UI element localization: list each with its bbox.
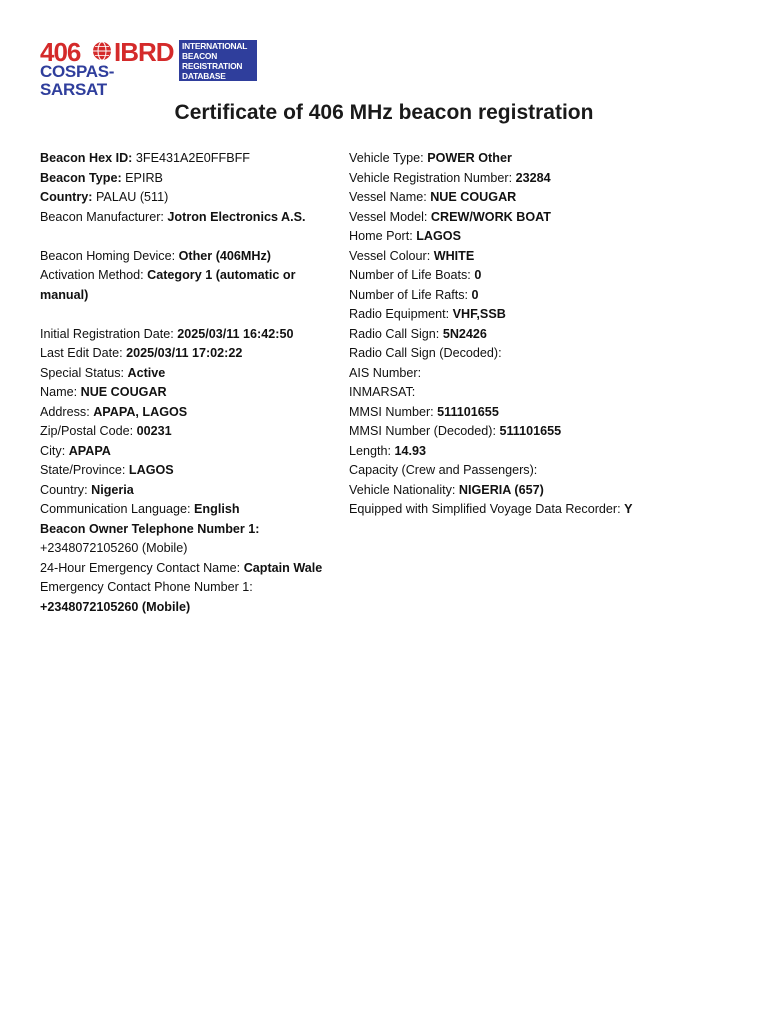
city-row [40,442,340,462]
vehicle-nationality-row [349,481,749,501]
field-value: 3FE431A2E0FFBFF [135,151,250,165]
field-value: 00231 [136,424,172,438]
field-value: 0 [474,268,482,282]
field-value: +2348072105260 (Mobile) [40,541,188,555]
field-value: NUE COUGAR [430,190,517,204]
owner-phone-value-row [40,539,340,559]
field-label: Vessel Colour: [349,248,431,263]
globe-icon [92,41,112,61]
field-value: Y [624,502,633,516]
postal-code-row [40,422,340,442]
logo-box-line: REGISTRATION [182,61,243,71]
field-value: Captain Wale [243,560,323,575]
field-label: MMSI Number (Decoded): [349,424,496,438]
logo-box-line: INTERNATIONAL [182,41,248,51]
capacity-row [349,461,749,481]
logo-406-text: 406 [40,37,81,67]
field-label: Radio Call Sign: [349,326,440,341]
field-label: Last Edit Date: [40,346,123,360]
field-label: Address: [40,404,90,419]
mmsi-decoded-row [349,422,749,442]
field-value: 2025/03/11 16:42:50 [177,326,294,341]
field-value: LAGOS [128,463,174,477]
initial-registration-row [40,325,340,345]
field-label: Vessel Model: [349,209,428,224]
owner-country-row [40,481,340,501]
field-value: APAPA [68,443,111,458]
life-boats-row [349,266,749,286]
emergency-phone-value-row [40,598,340,618]
field-label: Number of Life Boats: [349,268,471,282]
field-label: Special Status: [40,365,125,380]
last-edit-row [40,344,340,364]
vessel-colour-row [349,247,749,267]
field-value: Other (406MHz) [178,248,271,263]
field-label: State/Province: [40,463,126,477]
special-status-row [40,364,340,384]
spacer [40,227,340,247]
field-value: +2348072105260 (Mobile) [40,599,191,614]
field-label: Vehicle Nationality: [349,482,456,497]
emergency-name-row [40,559,340,579]
owner-name-row [40,383,340,403]
life-rafts-row [349,286,749,306]
field-value: 23284 [515,170,551,185]
radio-equipment-row [349,305,749,325]
ais-number-row [349,364,749,384]
field-label: INMARSAT: [349,385,416,399]
vessel-name-row [349,188,749,208]
logo-cospas-text: COSPAS-SARSAT [40,62,115,99]
ibrd-logo [40,37,258,99]
field-label: Number of Life Rafts: [349,287,468,302]
logo-database-box [179,40,257,81]
field-label: Country: [40,190,93,204]
field-label: Vehicle Registration Number: [349,170,513,185]
field-label: Length: [349,443,392,458]
field-value: LAGOS [416,229,461,243]
mmsi-number-row [349,403,749,423]
home-port-row [349,227,749,247]
field-value: 511101655 [499,424,562,438]
beacon-manufacturer-row [40,208,340,228]
beacon-country-row [40,188,340,208]
length-row [349,442,749,462]
beacon-owner-column [40,149,340,617]
field-label: MMSI Number: [349,404,434,419]
field-value: POWER Other [427,151,512,165]
field-label: Beacon Type: [40,170,122,185]
emergency-phone-label-row [40,578,340,598]
state-row [40,461,340,481]
inmarsat-row [349,383,749,403]
field-label: Zip/Postal Code: [40,424,134,438]
vehicle-column [349,149,749,520]
field-value: VHF,SSB [452,307,506,321]
page-title: Certificate of 406 MHz beacon registration [174,101,594,124]
field-label: Emergency Contact Phone Number 1: [40,580,253,594]
field-value: NUE COUGAR [80,385,167,399]
logo-wordmark [40,37,180,99]
field-label: Beacon Homing Device: [40,248,176,263]
field-label: Equipped with Simplified Voyage Data Recorder: [349,502,621,516]
field-value: CREW/WORK BOAT [430,209,551,224]
owner-phone-label-row [40,520,340,540]
field-label: Vehicle Type: [349,151,424,165]
radio-call-sign-decoded-row [349,344,749,364]
field-label: Radio Call Sign (Decoded): [349,346,502,360]
field-value: Active [127,365,166,380]
field-label: Activation Method: [40,268,144,282]
spacer [40,305,340,325]
field-label: Beacon Manufacturer: [40,209,164,224]
field-label: Home Port: [349,229,413,243]
field-value: Jotron Electronics A.S. [167,209,306,224]
field-value: Category 1 (automatic or manual) [40,268,296,302]
field-value: NIGERIA (657) [458,482,544,497]
field-label: Capacity (Crew and Passengers): [349,463,538,477]
field-value: EPIRB [125,170,163,185]
field-value: APAPA, LAGOS [93,404,188,419]
beacon-hex-id-row [40,149,340,169]
field-value: Nigeria [91,482,134,497]
radio-call-sign-row [349,325,749,345]
field-value: WHITE [433,248,475,263]
field-value: 0 [471,287,479,302]
field-value: 5N2426 [442,326,487,341]
field-value: PALAU (511) [95,190,169,204]
logo-box-line: BEACON [182,51,218,61]
field-label: 24-Hour Emergency Contact Name: [40,560,241,575]
field-value: English [194,502,240,516]
logo-ibrd-text: IBRD [114,37,174,67]
field-label: Country: [40,482,88,497]
field-label: Communication Language: [40,502,191,516]
field-label: Vessel Name: [349,190,427,204]
field-label: AIS Number: [349,365,422,380]
field-label: Initial Registration Date: [40,326,174,341]
field-label: Beacon Owner Telephone Number 1: [40,521,260,536]
field-value: 511101655 [437,404,499,419]
language-row [40,500,340,520]
homing-device-row [40,247,340,267]
activation-method-row [40,266,340,305]
field-value: 14.93 [394,443,427,458]
field-label: City: [40,443,66,458]
voyage-data-recorder-row [349,500,749,520]
vehicle-type-row [349,149,749,169]
beacon-type-row [40,169,340,189]
logo-box-line: DATABASE [182,71,226,81]
field-label: Beacon Hex ID: [40,151,133,165]
field-label: Radio Equipment: [349,307,450,321]
vessel-model-row [349,208,749,228]
field-label: Name: [40,385,78,399]
field-value: 2025/03/11 17:02:22 [126,346,243,360]
owner-address-row [40,403,340,423]
vehicle-registration-row [349,169,749,189]
